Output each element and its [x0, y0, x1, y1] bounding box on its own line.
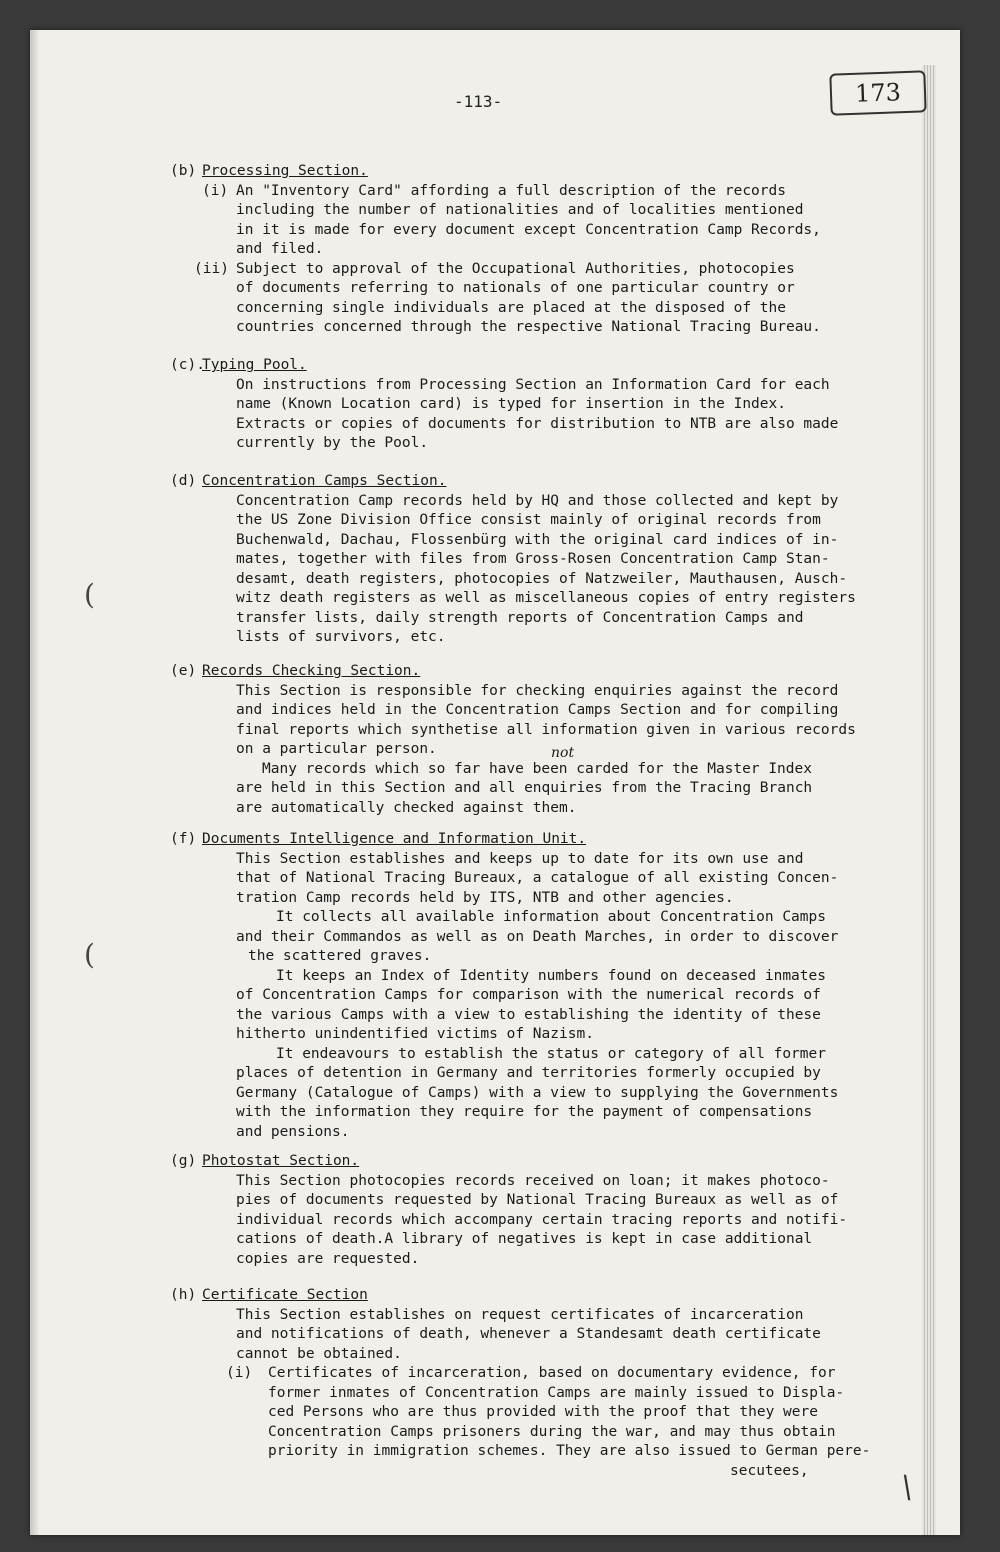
- text-line: cations of death.A library of negatives is kept in case additional: [236, 1231, 813, 1247]
- margin-bracket-mark: (: [84, 938, 95, 971]
- section-title: Records Checking Section.: [202, 663, 421, 679]
- text-line: copies are requested.: [236, 1250, 420, 1267]
- text-line: This Section is responsible for checking enquiries against the record: [236, 682, 839, 699]
- margin-bracket-mark: (: [84, 578, 95, 611]
- section-heading: [170, 356, 942, 376]
- text-line: priority in immigration schemes. They are also issued to German pere-: [268, 1443, 871, 1459]
- text-line: the US Zone Division Office consist mainly of original records from: [236, 512, 821, 528]
- text-line: on a particular person.: [236, 741, 437, 757]
- section-title: Concentration Camps Section.: [202, 473, 447, 489]
- text-line: It endeavours to establish the status or category of all former: [276, 1045, 826, 1062]
- text-line: This Section establishes and keeps up to date for its own use and: [236, 850, 804, 867]
- text-line: concerning single individuals are placed at the disposed of the: [236, 299, 786, 316]
- section-e: [170, 662, 942, 818]
- section-label: (b): [170, 163, 197, 179]
- section-heading: [170, 830, 942, 850]
- section-label: (f): [170, 831, 197, 847]
- text-line: transfer lists, daily strength reports of Concentration Camps and: [236, 609, 804, 626]
- text-line: Certificates of incarceration, based on documentary evidence, for: [268, 1365, 836, 1381]
- sub-item: [170, 1364, 942, 1481]
- text-line: pies of documents requested by National Tracing Bureaux as well as of: [236, 1192, 839, 1208]
- page-number: -113-: [454, 92, 503, 111]
- document-page: [30, 30, 960, 1535]
- text-line: of Concentration Camps for comparison with the numerical records of: [236, 987, 821, 1003]
- section-title: Certificate Section: [202, 1287, 368, 1303]
- text-line: final reports which synthetise all information given in various records: [236, 721, 856, 738]
- section-d: [170, 472, 942, 648]
- text-line: individual records which accompany certain tracing reports and notifi-: [236, 1211, 848, 1228]
- text-line: are held in this Section and all enquiries from the Tracing Branch: [236, 780, 813, 796]
- text-line: Many records which so far have been carded for the Master Index: [262, 760, 812, 777]
- text-line: Extracts or copies of documents for distribution to NTB are also made: [236, 415, 839, 432]
- text-line: On instructions from Processing Section an Information Card for each: [236, 376, 830, 393]
- sub-item: [170, 260, 942, 338]
- text-line: An "Inventory Card" affording a full description of the records: [236, 182, 786, 199]
- text-line: hitherto unindentified victims of Nazism.: [236, 1026, 594, 1042]
- text-line: This Section establishes on request certificates of incarceration: [236, 1306, 804, 1323]
- text-line: that of National Tracing Bureaux, a catalogue of all existing Concen-: [236, 870, 839, 886]
- text-line: tration Camp records held by ITS, NTB and other agencies.: [236, 889, 734, 906]
- section-heading: [170, 662, 942, 682]
- text-line: and filed.: [236, 241, 324, 257]
- section-heading: [170, 1152, 942, 1172]
- section-heading: [170, 472, 942, 492]
- section-b: [170, 162, 942, 338]
- section-title: Typing Pool.: [202, 357, 307, 373]
- text-line: countries concerned through the respective National Tracing Bureau.: [236, 319, 821, 335]
- section-f: [170, 830, 942, 1142]
- section-label: (c).: [170, 357, 205, 373]
- text-line: Concentration Camps prisoners during the war, and may thus obtain: [268, 1423, 836, 1440]
- handwritten-insertion: not: [551, 744, 575, 761]
- text-line: This Section photocopies records received on loan; it makes photoco-: [236, 1172, 830, 1189]
- text-line: witz death registers as well as miscellaneous copies of entry registers: [236, 590, 856, 606]
- text-line: It keeps an Index of Identity numbers found on deceased inmates: [276, 967, 826, 984]
- text-line: lists of survivors, etc.: [236, 629, 446, 645]
- text-line: secutees,: [730, 1462, 809, 1479]
- section-label: (d): [170, 473, 197, 489]
- text-line: with the information they require for the payment of compensations: [236, 1104, 813, 1120]
- section-label: (e): [170, 663, 197, 679]
- text-line: Concentration Camp records held by HQ and those collected and kept by: [236, 492, 839, 509]
- text-line: cannot be obtained.: [236, 1345, 402, 1362]
- text-line: in it is made for every document except Concentration Camp Records,: [236, 221, 821, 238]
- text-line: of documents referring to nationals of one particular country or: [236, 280, 795, 296]
- text-line: including the number of nationalities and of localities mentioned: [236, 202, 804, 218]
- section-h: [170, 1286, 942, 1481]
- section-title: Processing Section.: [202, 163, 368, 179]
- text-line: Buchenwald, Dachau, Flossenbürg with the original card indices of in-: [236, 531, 839, 548]
- text-line: and notifications of death, whenever a Standesamt death certificate: [236, 1326, 821, 1342]
- text-line: name (Known Location card) is typed for insertion in the Index.: [236, 396, 786, 412]
- text-line: It collects all available information about Concentration Camps: [276, 909, 826, 925]
- text-line: the various Camps with a view to establishing the identity of these: [236, 1006, 821, 1023]
- section-label: (h): [170, 1287, 197, 1303]
- text-line: and pensions.: [236, 1123, 350, 1140]
- section-g: [170, 1152, 942, 1269]
- text-line: and indices held in the Concentration Camps Section and for compiling: [236, 702, 839, 718]
- text-line: the scattered graves.: [248, 948, 432, 964]
- section-title: Photostat Section.: [202, 1153, 360, 1169]
- sub-item: [170, 182, 942, 260]
- text-line: are automatically checked against them.: [236, 799, 577, 816]
- section-label: (g): [170, 1153, 197, 1169]
- sub-item-number: (i): [202, 182, 229, 199]
- text-line: desamt, death registers, photocopies of Natzweiler, Mauthausen, Ausch-: [236, 570, 848, 587]
- text-line: mates, together with files from Gross-Rosen Concentration Camp Stan-: [236, 551, 830, 567]
- archive-stamp: 173: [829, 70, 926, 115]
- sub-item-number: (i): [226, 1365, 253, 1381]
- section-c: [170, 356, 942, 454]
- text-line: currently by the Pool.: [236, 435, 429, 451]
- section-heading: [170, 162, 942, 182]
- section-title: Documents Intelligence and Information Unit.: [202, 831, 587, 847]
- text-line: Subject to approval of the Occupational Authorities, photocopies: [236, 260, 795, 277]
- text-line: and their Commandos as well as on Death Marches, in order to discover: [236, 928, 839, 945]
- text-line: Germany (Catalogue of Camps) with a view to supplying the Governments: [236, 1084, 839, 1101]
- text-line: ced Persons who are thus provided with the proof that they were: [268, 1404, 818, 1420]
- handwritten-slash-mark: \: [899, 1469, 915, 1506]
- text-line: former inmates of Concentration Camps are mainly issued to Displa-: [268, 1384, 845, 1401]
- section-heading: [170, 1286, 942, 1306]
- text-line: places of detention in Germany and territories formerly occupied by: [236, 1065, 821, 1081]
- sub-item-number: (ii): [194, 260, 229, 277]
